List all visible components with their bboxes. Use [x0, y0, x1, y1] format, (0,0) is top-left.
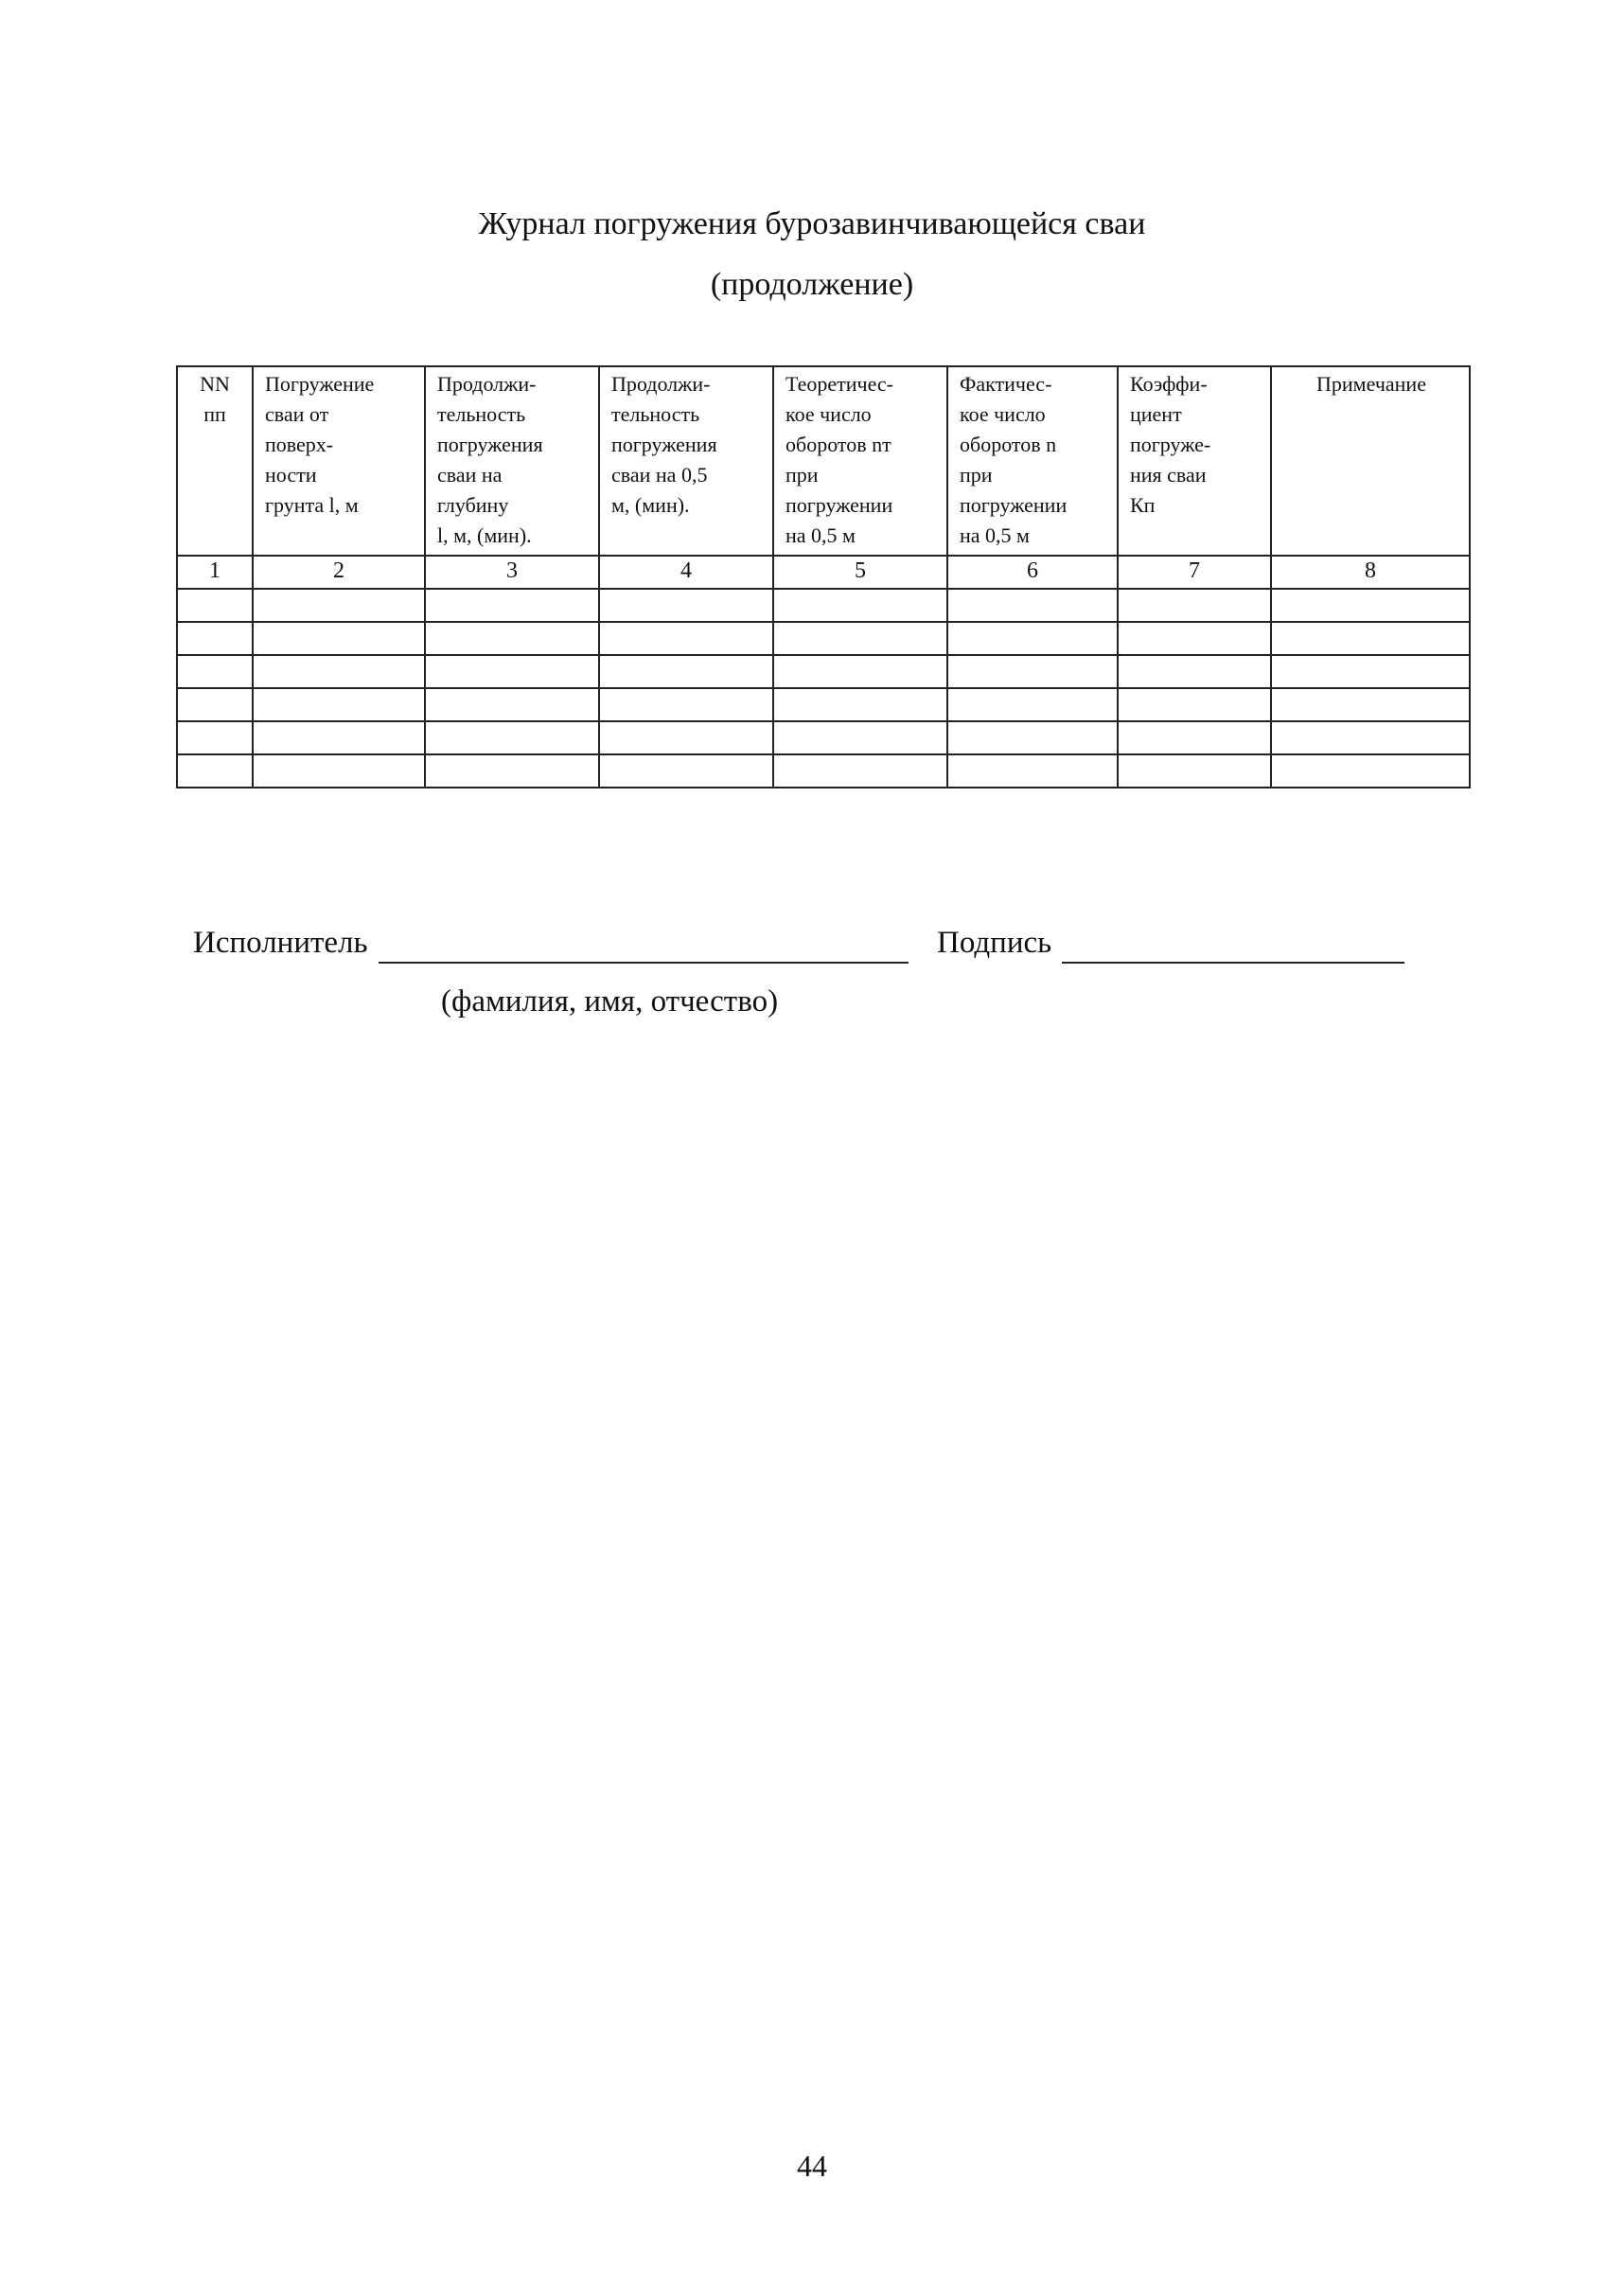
- table-cell[interactable]: [177, 754, 253, 788]
- table-cell[interactable]: [1118, 688, 1271, 721]
- journal-table: [176, 365, 1471, 788]
- column-number: 2: [253, 556, 425, 589]
- table-cell[interactable]: [1271, 754, 1470, 788]
- table-row: [177, 688, 1470, 721]
- table-cell[interactable]: [599, 688, 773, 721]
- table-cell[interactable]: [253, 589, 425, 622]
- table-cell[interactable]: [773, 589, 947, 622]
- table-header-row: [177, 366, 1470, 556]
- table-cell[interactable]: [1271, 688, 1470, 721]
- table-cell[interactable]: [425, 622, 599, 655]
- table-cell[interactable]: [599, 655, 773, 688]
- signature-label: Подпись: [937, 926, 1052, 960]
- table-cell[interactable]: [773, 754, 947, 788]
- table-cell[interactable]: [177, 655, 253, 688]
- table-cell[interactable]: [177, 721, 253, 754]
- executor-label: Исполнитель: [193, 926, 368, 960]
- header-cell-note: Примечание: [1271, 366, 1470, 556]
- column-number: 3: [425, 556, 599, 589]
- table-cell[interactable]: [253, 721, 425, 754]
- page-number: 44: [797, 2149, 827, 2183]
- header-cell-nn: NN пп: [177, 366, 253, 556]
- table-row: [177, 589, 1470, 622]
- column-numbers-row: [177, 556, 1470, 589]
- column-number: 4: [599, 556, 773, 589]
- table-cell[interactable]: [1118, 655, 1271, 688]
- table-cell[interactable]: [1271, 655, 1470, 688]
- table-cell[interactable]: [425, 655, 599, 688]
- table-cell[interactable]: [1271, 589, 1470, 622]
- header-cell-actual-revolutions: Фактичес- кое число оборотов n при погружении на 0,5 м: [947, 366, 1118, 556]
- table-cell[interactable]: [773, 622, 947, 655]
- executor-hint: (фамилия, имя, отчество): [441, 984, 779, 1019]
- document-subtitle: (продолжение): [710, 267, 914, 302]
- column-number: 1: [177, 556, 253, 589]
- column-number: 8: [1271, 556, 1470, 589]
- header-cell-duration-total: Продолжи- тельность погружения сваи на глубину l, м, (мин).: [425, 366, 599, 556]
- table-cell[interactable]: [599, 589, 773, 622]
- table-cell[interactable]: [253, 655, 425, 688]
- table-cell[interactable]: [425, 688, 599, 721]
- table-cell[interactable]: [425, 754, 599, 788]
- table-cell[interactable]: [947, 754, 1118, 788]
- table-row: [177, 622, 1470, 655]
- table-cell[interactable]: [425, 721, 599, 754]
- table-cell[interactable]: [1271, 622, 1470, 655]
- executor-name-line[interactable]: [379, 962, 909, 964]
- table-cell[interactable]: [425, 589, 599, 622]
- table-cell[interactable]: [1118, 622, 1271, 655]
- table-cell[interactable]: [599, 754, 773, 788]
- table-cell[interactable]: [1118, 721, 1271, 754]
- header-cell-coefficient: Коэффи- циент погруже- ния сваи Кп: [1118, 366, 1271, 556]
- table-cell[interactable]: [1271, 721, 1470, 754]
- table-cell[interactable]: [947, 589, 1118, 622]
- table-cell[interactable]: [253, 622, 425, 655]
- table-cell[interactable]: [599, 721, 773, 754]
- header-cell-theoretical-revolutions: Теоретичес- кое число оборотов nт при погружении на 0,5 м: [773, 366, 947, 556]
- column-number: 5: [773, 556, 947, 589]
- signature-line[interactable]: [1062, 962, 1404, 964]
- column-number: 7: [1118, 556, 1271, 589]
- table-cell[interactable]: [947, 688, 1118, 721]
- table-cell[interactable]: [773, 721, 947, 754]
- table-row: [177, 754, 1470, 788]
- header-cell-duration-half-meter: Продолжи- тельность погружения сваи на 0,5 м, (мин).: [599, 366, 773, 556]
- table-cell[interactable]: [177, 622, 253, 655]
- table-cell[interactable]: [947, 622, 1118, 655]
- document-title: Журнал погружения бурозавинчивающейся сваи: [478, 206, 1146, 241]
- table-cell[interactable]: [773, 688, 947, 721]
- table-cell[interactable]: [253, 754, 425, 788]
- table-cell[interactable]: [177, 688, 253, 721]
- table-cell[interactable]: [1118, 754, 1271, 788]
- table-cell[interactable]: [947, 655, 1118, 688]
- table-cell[interactable]: [177, 589, 253, 622]
- table-cell[interactable]: [1118, 589, 1271, 622]
- table-cell[interactable]: [947, 721, 1118, 754]
- column-number: 6: [947, 556, 1118, 589]
- table-cell[interactable]: [599, 622, 773, 655]
- header-cell-depth: Погружение сваи от поверх- ности грунта l, м: [253, 366, 425, 556]
- table-cell[interactable]: [253, 688, 425, 721]
- table-row: [177, 721, 1470, 754]
- table-row: [177, 655, 1470, 688]
- table-cell[interactable]: [773, 655, 947, 688]
- table-body: [177, 589, 1470, 788]
